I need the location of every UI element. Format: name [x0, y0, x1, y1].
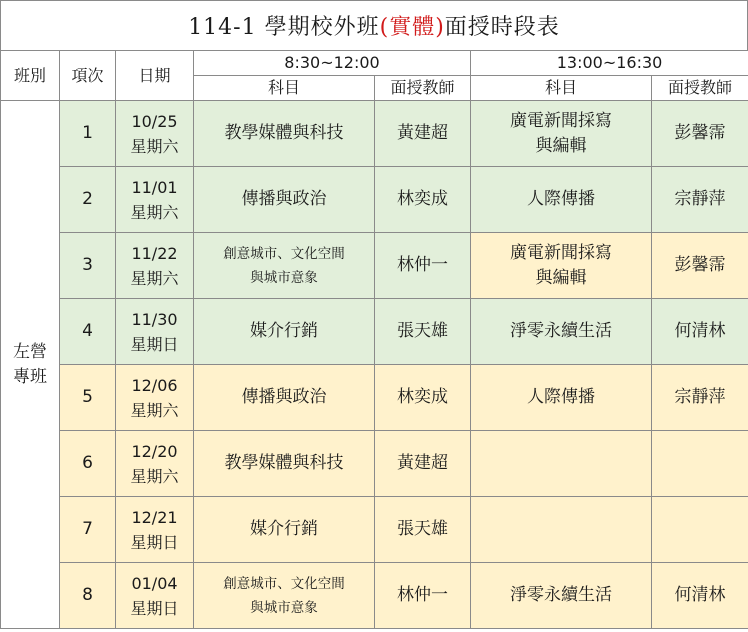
- item-number: 5: [60, 365, 116, 431]
- pm-subject: [471, 497, 652, 563]
- weekday: 星期日: [130, 532, 179, 552]
- weekday: 星期六: [130, 400, 179, 420]
- pm-subject: 廣電新聞採寫 與編輯: [471, 101, 652, 167]
- am-subject: 媒介行銷: [194, 497, 375, 563]
- date-value: 11/01: [131, 177, 178, 197]
- pm-teacher: 彭馨霈: [652, 233, 748, 299]
- header-row-1: [1, 51, 748, 76]
- date-cell: [116, 233, 194, 299]
- table-row: [1, 101, 748, 167]
- date-cell: [116, 563, 194, 629]
- weekday: 星期六: [130, 202, 179, 222]
- am-subject: 傳播與政治: [194, 365, 375, 431]
- item-number: 7: [60, 497, 116, 563]
- date-value: 11/22: [131, 243, 178, 263]
- pm-teacher: 宗靜萍: [652, 365, 748, 431]
- item-number: 1: [60, 101, 116, 167]
- header-am-teacher: 面授教師: [375, 76, 471, 101]
- pm-subject: 淨零永續生活: [471, 563, 652, 629]
- table-row: [1, 431, 748, 497]
- date-value: 01/04: [131, 573, 178, 593]
- date-cell: [116, 365, 194, 431]
- title-prefix: 114-1 學期校外班: [188, 15, 380, 40]
- header-morning-time: 8:30~12:00: [194, 51, 471, 76]
- table-row: [1, 299, 748, 365]
- am-subject: 創意城市、文化空間 與城市意象: [194, 233, 375, 299]
- pm-subject: 淨零永續生活: [471, 299, 652, 365]
- date-cell: [116, 101, 194, 167]
- header-class: 班別: [1, 51, 60, 101]
- pm-teacher: [652, 431, 748, 497]
- am-subject: 傳播與政治: [194, 167, 375, 233]
- pm-teacher: 何清林: [652, 563, 748, 629]
- item-number: 3: [60, 233, 116, 299]
- class-name-cell: 左營 專班: [1, 101, 60, 629]
- header-afternoon-time: 13:00~16:30: [471, 51, 748, 76]
- table-row: [1, 563, 748, 629]
- table-row: [1, 497, 748, 563]
- pm-subject: 人際傳播: [471, 167, 652, 233]
- date-cell: [116, 299, 194, 365]
- pm-subject: [471, 431, 652, 497]
- am-teacher: 林仲一: [375, 233, 471, 299]
- am-teacher: 張天雄: [375, 299, 471, 365]
- weekday: 星期日: [130, 598, 179, 618]
- item-number: 8: [60, 563, 116, 629]
- pm-teacher: 彭馨霈: [652, 101, 748, 167]
- date-cell: [116, 431, 194, 497]
- header-am-subject: 科目: [194, 76, 375, 101]
- pm-subject: 廣電新聞採寫 與編輯: [471, 233, 652, 299]
- item-number: 4: [60, 299, 116, 365]
- title-highlight: (實體): [379, 15, 445, 40]
- am-subject: 媒介行銷: [194, 299, 375, 365]
- weekday: 星期六: [130, 466, 179, 486]
- am-teacher: 林仲一: [375, 563, 471, 629]
- date-value: 12/20: [131, 441, 178, 461]
- am-teacher: 林奕成: [375, 365, 471, 431]
- item-number: 6: [60, 431, 116, 497]
- header-item: 項次: [60, 51, 116, 101]
- table-row: [1, 167, 748, 233]
- date-value: 12/21: [131, 507, 178, 527]
- am-teacher: 黃建超: [375, 431, 471, 497]
- page-title: [0, 0, 748, 50]
- date-cell: [116, 167, 194, 233]
- pm-teacher: [652, 497, 748, 563]
- header-date: 日期: [116, 51, 194, 101]
- table-row: [1, 233, 748, 299]
- date-cell: [116, 497, 194, 563]
- header-pm-teacher: 面授教師: [652, 76, 748, 101]
- pm-teacher: 何清林: [652, 299, 748, 365]
- title-suffix: 面授時段表: [444, 15, 560, 40]
- am-subject: 創意城市、文化空間 與城市意象: [194, 563, 375, 629]
- date-value: 12/06: [131, 375, 178, 395]
- date-value: 10/25: [131, 111, 178, 131]
- item-number: 2: [60, 167, 116, 233]
- am-teacher: 黃建超: [375, 101, 471, 167]
- pm-subject: 人際傳播: [471, 365, 652, 431]
- am-teacher: 張天雄: [375, 497, 471, 563]
- weekday: 星期六: [130, 268, 179, 288]
- weekday: 星期六: [130, 136, 179, 156]
- schedule-table: [0, 50, 748, 629]
- am-subject: 教學媒體與科技: [194, 101, 375, 167]
- date-value: 11/30: [131, 309, 178, 329]
- header-pm-subject: 科目: [471, 76, 652, 101]
- weekday: 星期日: [130, 334, 179, 354]
- am-teacher: 林奕成: [375, 167, 471, 233]
- pm-teacher: 宗靜萍: [652, 167, 748, 233]
- table-row: [1, 365, 748, 431]
- am-subject: 教學媒體與科技: [194, 431, 375, 497]
